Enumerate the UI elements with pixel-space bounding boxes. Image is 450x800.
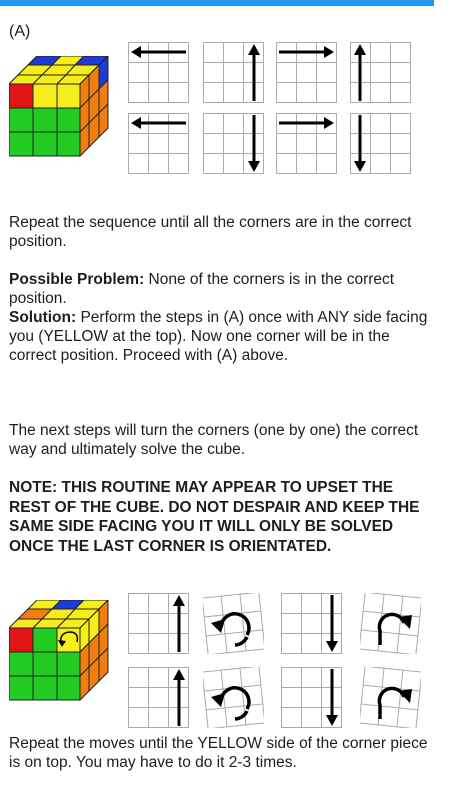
move-a6-right-column-down [203,113,264,174]
move-a5-top-row-left [128,113,189,174]
repeat-sequence-text: Repeat the sequence until all the corners are in the correct position. [9,214,412,250]
repeat-moves-text: Repeat the moves until the YELLOW side of the corner piece is on top. You may have to do it 2-3 times. [9,735,428,771]
possible-problem-label: Possible Problem: [9,271,145,288]
move-a1-top-row-left [128,42,189,103]
next-steps-text: The next steps will turn the corners (one by one) the correct way and ultimately solve the cube. [9,422,419,458]
solution-body: Perform the steps in (A) once with ANY side facing you (YELLOW at the top). Now one corner will be in the correct position. Proceed with (A) above. [9,309,428,364]
solution-text [9,308,434,365]
move-b7-right-column-down [281,667,342,728]
cube-illustration-corner-orientation [9,600,111,702]
move-a3-top-row-right [276,42,337,103]
possible-problem-body: None of the corners is in the correct position. [9,271,395,307]
solution-label: Solution: [9,309,77,326]
possible-problem-text [9,270,434,308]
move-b4-front-counterclockwise [360,593,421,654]
move-b8-front-counterclockwise [360,667,421,728]
move-b5-right-column-up [128,667,189,728]
move-a8-left-column-down [350,113,411,174]
note-warning-text: NOTE: THIS ROUTINE MAY APPEAR TO UPSET THE REST OF THE CUBE. DO NOT DESPAIR AND KEEP THE SAME SIDE FACING YOU IT WILL ONLY BE SOLVED ONCE THE LAST CORNER IS ORIENTATED. [9,479,420,555]
move-a7-top-row-right [276,113,337,174]
move-a2-right-column-up [203,42,264,103]
top-accent-bar [0,0,434,6]
section-label-a: (A) [9,23,31,40]
cube-illustration-corners-position [9,56,111,158]
move-a4-left-column-up [350,42,411,103]
move-b6-front-clockwise [203,667,264,728]
move-b2-front-clockwise [203,593,264,654]
move-b3-right-column-down [281,593,342,654]
move-b1-right-column-up [128,593,189,654]
